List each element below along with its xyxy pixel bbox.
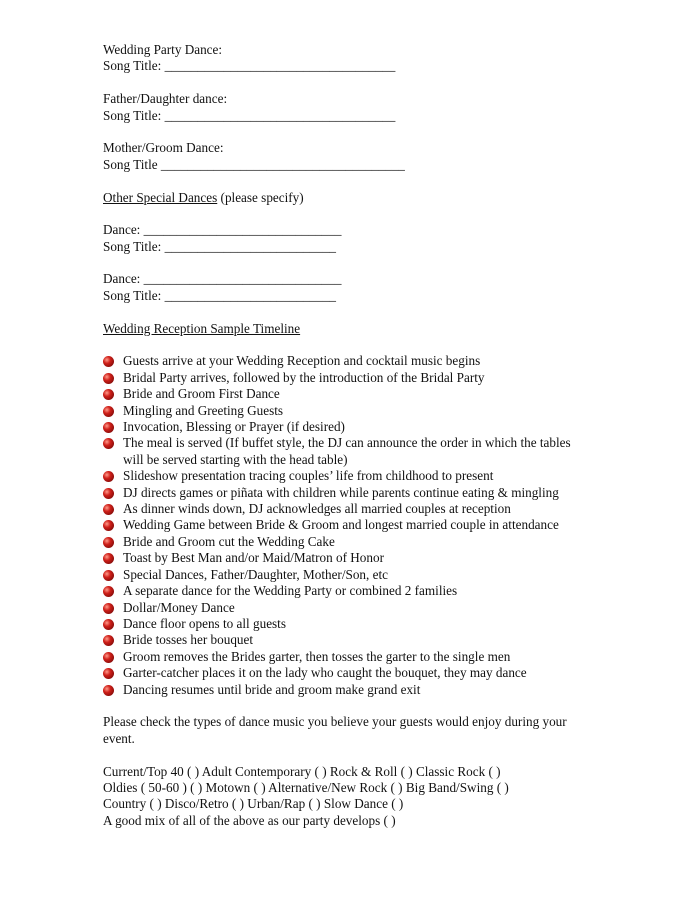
song-title-field: Song Title _____________________________________: [103, 156, 405, 172]
dance-field: Dance: ______________________________: [103, 222, 342, 238]
timeline-item: [103, 632, 583, 648]
timeline-item: [103, 386, 583, 402]
red-bullet-icon: [103, 488, 114, 499]
red-bullet-icon: [103, 406, 114, 417]
red-bullet-icon: [103, 553, 114, 564]
timeline-heading: Wedding Reception Sample Timeline: [103, 320, 301, 336]
song-title-field: Song Title: __________________________: [103, 287, 337, 303]
timeline-item-text: Special Dances, Father/Daughter, Mother/Son, etc: [123, 566, 388, 582]
other-dances-title: Other Special Dances: [103, 189, 218, 205]
dance-field: Dance: ______________________________: [103, 271, 342, 287]
timeline-item: [103, 435, 583, 468]
timeline-item: [103, 649, 583, 665]
dance-label: Father/Daughter dance:: [103, 91, 228, 107]
red-bullet-icon: [103, 422, 114, 433]
timeline-item: [103, 550, 583, 566]
timeline-item: [103, 517, 583, 533]
red-bullet-icon: [103, 635, 114, 646]
timeline-item: [103, 583, 583, 599]
song-title-field: Song Title: __________________________: [103, 238, 337, 254]
other-dances-heading: [103, 190, 583, 206]
timeline-item: [103, 682, 583, 698]
timeline-item-text: As dinner winds down, DJ acknowledges all married couples at reception: [123, 501, 511, 517]
timeline-item: [103, 419, 583, 435]
timeline-item-text: Bride tosses her bouquet: [123, 632, 254, 648]
timeline-item-text: Dollar/Money Dance: [123, 599, 235, 615]
timeline-item-text: Garter-catcher places it on the lady who caught the bouquet, they may dance: [123, 665, 527, 681]
timeline-item: [103, 370, 583, 386]
red-bullet-icon: [103, 570, 114, 581]
red-bullet-icon: [103, 504, 114, 515]
timeline-item: [103, 353, 583, 369]
other-dances-note: (please specify): [217, 189, 304, 205]
timeline-item-text: Bride and Groom First Dance: [123, 386, 280, 402]
document-body: [103, 42, 583, 829]
timeline-item-text: Bridal Party arrives, followed by the introduction of the Bridal Party: [123, 369, 485, 385]
timeline-item-text: Wedding Game between Bride & Groom and longest married couple in attendance: [123, 517, 559, 533]
red-bullet-icon: [103, 603, 114, 614]
timeline-item-text: The meal is served (If buffet style, the DJ can announce the order in which the tables will be served starting with the head table): [123, 435, 571, 467]
timeline-item: [103, 403, 583, 419]
timeline-item-text: Dance floor opens to all guests: [123, 615, 286, 631]
red-bullet-icon: [103, 652, 114, 663]
music-options-line: Country ( ) Disco/Retro ( ) Urban/Rap ( ) Slow Dance ( ): [103, 796, 404, 812]
red-bullet-icon: [103, 356, 114, 367]
red-bullet-icon: [103, 537, 114, 548]
red-bullet-icon: [103, 438, 114, 449]
timeline-item-text: Toast by Best Man and/or Maid/Matron of Honor: [123, 550, 384, 566]
timeline-item: [103, 616, 583, 632]
red-bullet-icon: [103, 389, 114, 400]
red-bullet-icon: [103, 471, 114, 482]
song-title-field: Song Title: ___________________________________: [103, 58, 396, 74]
timeline-item: [103, 485, 583, 501]
red-bullet-icon: [103, 668, 114, 679]
music-options-line: A good mix of all of the above as our party develops ( ): [103, 812, 396, 828]
red-bullet-icon: [103, 586, 114, 597]
timeline-list: [103, 353, 583, 698]
red-bullet-icon: [103, 373, 114, 384]
timeline-item: [103, 665, 583, 681]
timeline-item-text: Invocation, Blessing or Prayer (if desired): [123, 419, 345, 435]
timeline-item-text: DJ directs games or piñata with children while parents continue eating & mingling: [123, 484, 559, 500]
dance-label: Mother/Groom Dance:: [103, 140, 224, 156]
timeline-item: [103, 468, 583, 484]
timeline-item: [103, 567, 583, 583]
song-title-field: Song Title: ___________________________________: [103, 107, 396, 123]
timeline-item-text: Mingling and Greeting Guests: [123, 402, 284, 418]
music-options-line: Oldies ( 50-60 ) ( ) Motown ( ) Alternative/New Rock ( ) Big Band/Swing ( ): [103, 779, 509, 795]
timeline-item: [103, 501, 583, 517]
dance-label: Wedding Party Dance:: [103, 42, 223, 57]
timeline-item-text: A separate dance for the Wedding Party or combined 2 families: [123, 583, 458, 599]
timeline-item-text: Slideshow presentation tracing couples’ life from childhood to present: [123, 468, 494, 484]
red-bullet-icon: [103, 685, 114, 696]
timeline-item: [103, 600, 583, 616]
timeline-item-text: Bride and Groom cut the Wedding Cake: [123, 533, 335, 549]
timeline-item-text: Dancing resumes until bride and groom make grand exit: [123, 681, 421, 697]
timeline-item: [103, 534, 583, 550]
red-bullet-icon: [103, 619, 114, 630]
timeline-item-text: Guests arrive at your Wedding Reception and cocktail music begins: [123, 353, 481, 369]
music-options-line: Current/Top 40 ( ) Adult Contemporary ( ) Rock & Roll ( ) Classic Rock ( ): [103, 763, 501, 779]
red-bullet-icon: [103, 520, 114, 531]
timeline-item-text: Groom removes the Brides garter, then tosses the garter to the single men: [123, 648, 511, 664]
music-prompt: Please check the types of dance music you believe your guests would enjoy during your event.: [103, 714, 567, 746]
